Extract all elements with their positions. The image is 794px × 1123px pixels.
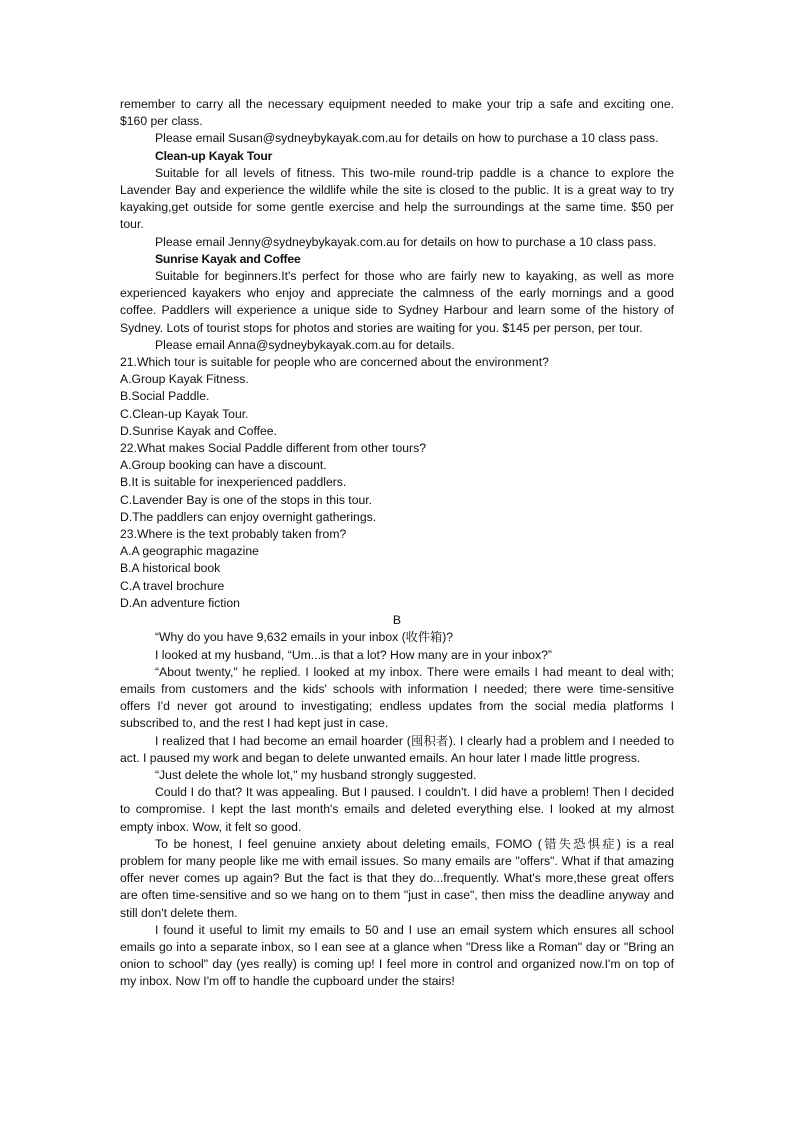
question-option: D.An adventure fiction — [120, 595, 240, 610]
passage-b-paragraph: I looked at my husband, “Um...is that a lot? How many are in your inbox?” — [155, 647, 552, 662]
passage-b-paragraph: “Why do you have 9,632 emails in your inbox (收件箱)? — [155, 630, 454, 645]
question-22 — [120, 440, 674, 526]
cleanup-tour-heading: Clean-up Kayak Tour — [155, 148, 273, 163]
question-option: D.Sunrise Kayak and Coffee. — [120, 423, 277, 438]
section-b-label: B — [392, 613, 402, 628]
question-23 — [120, 526, 674, 612]
intro-paragraph-tail: remember to carry all the necessary equipment needed to make your trip a safe and exciting one. $160 per class. — [120, 97, 674, 129]
question-option: C.Clean-up Kayak Tour. — [120, 406, 249, 421]
passage-b-paragraph: Could I do that? It was appealing. But I paused. I couldn't. I did have a problem! Then I decided to compromise. I kept the last month's emails and deleted everything else. I looked at my almost empty inbox. Wow, it felt so good. — [120, 785, 674, 834]
question-option: A.Group booking can have a discount. — [120, 458, 327, 473]
passage-b-paragraph: To be honest, I feel genuine anxiety about deleting emails, FOMO (错失恐惧症) is a real problem for many people like me with email issues. So many emails are "offers". What if that amazing offer never comes up again? But the fact is that they do...frequently. What's more,these great offers are often time-sensitive and so we hang on to them "just in case", then miss the deadline anyway and still don't delete them. — [120, 836, 674, 920]
question-option: B.It is suitable for inexperienced paddlers. — [120, 475, 347, 490]
question-stem: 22.What makes Social Paddle different from other tours? — [120, 441, 426, 456]
question-stem: 23.Where is the text probably taken from? — [120, 527, 347, 542]
passage-b-paragraph: “About twenty," he replied. I looked at my inbox. There were emails I had meant to deal with; emails from customers and the kids' schools with information I needed; there were time-sensitive offers I'd never got around to investigating; endless updates from the social media platforms I subscribed to, and the rest I had kept just in case. — [120, 664, 674, 731]
question-option: B.Social Paddle. — [120, 389, 210, 404]
question-option: C.A travel brochure — [120, 578, 225, 593]
email-susan-line: Please email Susan@sydneybykayak.com.au for details on how to purchase a 10 class pass. — [155, 131, 659, 146]
passage-b-paragraph: I realized that I had become an email hoarder (囤积者). I clearly had a problem and I needed to act. I paused my work and began to delete unwanted emails. An hour later I made little progress. — [120, 733, 674, 765]
passage-b-paragraph: I found it useful to limit my emails to 50 and I use an email system which ensures all school emails go into a separate inbox, so I ean see at a glance when "Dress like a Roman" day or "Bring an onion to school" day (yes really) is coming up! I feel more in control and organized now.I'm on top of my inbox. Now I'm off to handle the cupboard under the stairs! — [120, 922, 674, 989]
cleanup-tour-body: Suitable for all levels of fitness. This two-mile round-trip paddle is a chance to explore the Lavender Bay and experience the wildlife while the site is closed to the public. It is a great way to try kayaking,get outside for some gentle exercise and help the surroundings at the same time. $50 per tour. — [120, 165, 674, 232]
question-option: A.A geographic magazine — [120, 544, 259, 559]
document-page — [120, 96, 674, 991]
question-option: C.Lavender Bay is one of the stops in this tour. — [120, 492, 373, 507]
passage-b-paragraph: “Just delete the whole lot," my husband strongly suggested. — [155, 767, 477, 782]
question-option: D.The paddlers can enjoy overnight gatherings. — [120, 509, 377, 524]
email-anna-line: Please email Anna@sydneybykayak.com.au for details. — [155, 337, 455, 352]
sunrise-tour-heading: Sunrise Kayak and Coffee — [155, 251, 301, 266]
question-21 — [120, 354, 674, 440]
sunrise-tour-body: Suitable for beginners.It's perfect for those who are fairly new to kayaking, as well as more experienced kayakers who enjoy and appreciate the calmness of the early mornings and a good coffee. Paddlers will experience a unique side to Sydney Harbour and learn some of the history of Sydney. Lots of tourist stops for photos and stories are waiting for you. $145 per person, per tour. — [120, 269, 674, 335]
question-option: B.A historical book — [120, 561, 221, 576]
question-stem: 21.Which tour is suitable for people who are concerned about the environment? — [120, 355, 549, 370]
question-option: A.Group Kayak Fitness. — [120, 372, 249, 387]
email-jenny-line: Please email Jenny@sydneybykayak.com.au for details on how to purchase a 10 class pass. — [155, 234, 657, 249]
